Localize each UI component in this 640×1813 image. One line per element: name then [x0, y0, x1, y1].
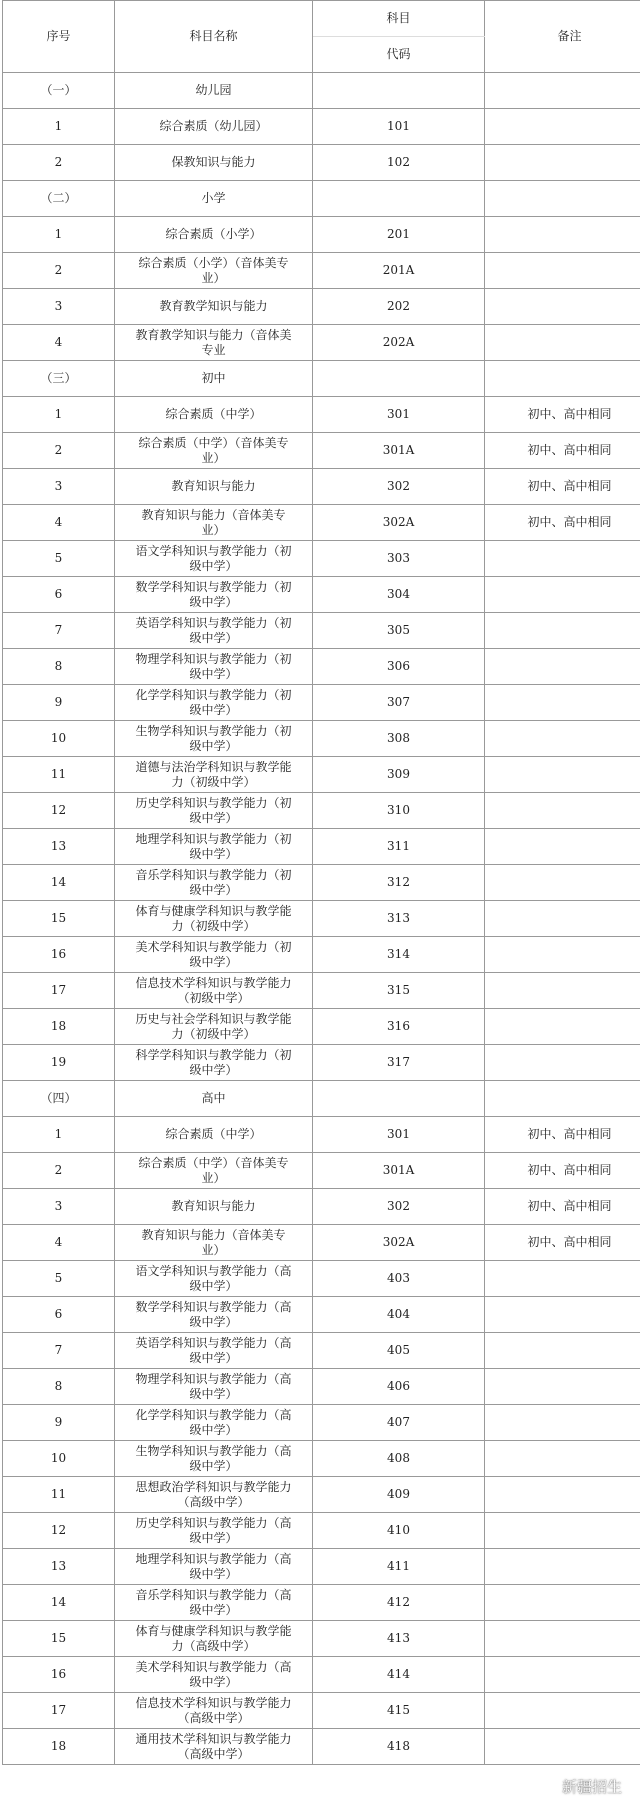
row-subject-name-text: 保教知识与能力	[171, 155, 256, 169]
row-subject-name-text: 综合素质（中学）	[165, 1127, 262, 1141]
section-row	[3, 73, 640, 109]
row-subject-name-text: 综合素质（中学）	[165, 407, 262, 421]
row-subject-name-text: 教育知识与能力（音体美专业）	[141, 507, 286, 537]
section-title: 小学	[115, 181, 313, 217]
row-index: 17	[3, 973, 115, 1009]
row-index: 11	[3, 1477, 115, 1513]
row-index: 10	[3, 1441, 115, 1477]
row-subject-name	[115, 685, 313, 721]
row-index: 9	[3, 1405, 115, 1441]
row-note	[485, 1297, 640, 1333]
row-note: 初中、高中相同	[485, 505, 640, 541]
row-note	[485, 793, 640, 829]
row-index: 7	[3, 1333, 115, 1369]
row-subject-name-text: 英语学科知识与教学能力（初级中学）	[135, 615, 292, 645]
row-note	[485, 937, 640, 973]
watermark-text: 新疆招生	[561, 1778, 622, 1796]
row-index: 18	[3, 1729, 115, 1765]
wechat-icon	[534, 1778, 556, 1796]
row-subject-name	[115, 829, 313, 865]
row-index: 1	[3, 109, 115, 145]
row-subject-code: 102	[313, 145, 485, 181]
row-note: 初中、高中相同	[485, 397, 640, 433]
row-subject-code: 305	[313, 613, 485, 649]
row-note	[485, 757, 640, 793]
table-row	[3, 469, 640, 505]
table-row	[3, 1477, 640, 1513]
row-subject-name-text: 通用技术学科知识与教学能力（高级中学）	[135, 1731, 292, 1761]
row-subject-code: 202A	[313, 325, 485, 361]
row-subject-code: 304	[313, 577, 485, 613]
row-index: 3	[3, 289, 115, 325]
row-subject-name-text: 综合素质（中学）（音体美专业）	[138, 1155, 289, 1185]
table-row	[3, 145, 640, 181]
table-row	[3, 397, 640, 433]
row-note	[485, 649, 640, 685]
row-subject-code: 302	[313, 1189, 485, 1225]
row-subject-name-text: 生物学科知识与教学能力（初级中学）	[135, 723, 292, 753]
row-subject-code: 408	[313, 1441, 485, 1477]
row-subject-name	[115, 289, 313, 325]
header-index: 序号	[3, 1, 115, 73]
row-subject-name-text: 综合素质（幼儿园）	[159, 119, 268, 133]
section-title: 初中	[115, 361, 313, 397]
subject-table	[2, 0, 640, 1765]
row-subject-code: 201	[313, 217, 485, 253]
row-index: 4	[3, 505, 115, 541]
row-subject-code: 302A	[313, 1225, 485, 1261]
row-note	[485, 1477, 640, 1513]
row-subject-name	[115, 541, 313, 577]
section-index: （一）	[3, 73, 115, 109]
row-subject-code: 302	[313, 469, 485, 505]
row-subject-code: 310	[313, 793, 485, 829]
table-row	[3, 1693, 640, 1729]
table-row	[3, 1369, 640, 1405]
row-note: 初中、高中相同	[485, 469, 640, 505]
row-subject-name	[115, 1441, 313, 1477]
row-note	[485, 1549, 640, 1585]
row-subject-name-text: 音乐学科知识与教学能力（初级中学）	[135, 867, 292, 897]
row-index: 1	[3, 217, 115, 253]
row-subject-name-text: 信息技术学科知识与教学能力（高级中学）	[135, 1695, 292, 1725]
row-index: 11	[3, 757, 115, 793]
section-code-empty	[313, 73, 485, 109]
table-row	[3, 577, 640, 613]
row-note	[485, 1585, 640, 1621]
row-subject-name	[115, 1009, 313, 1045]
row-subject-name-text: 地理学科知识与教学能力（高级中学）	[135, 1551, 292, 1581]
row-index: 16	[3, 937, 115, 973]
row-note: 初中、高中相同	[485, 1117, 640, 1153]
table-row	[3, 901, 640, 937]
row-subject-name	[115, 397, 313, 433]
row-index: 13	[3, 829, 115, 865]
row-note	[485, 1621, 640, 1657]
row-index: 12	[3, 793, 115, 829]
row-subject-code: 414	[313, 1657, 485, 1693]
row-subject-code: 301A	[313, 1153, 485, 1189]
row-subject-name-text: 历史学科知识与教学能力（初级中学）	[135, 795, 292, 825]
row-subject-name-text: 化学学科知识与教学能力（初级中学）	[135, 687, 292, 717]
row-subject-name-text: 体育与健康学科知识与教学能力（初级中学）	[135, 903, 292, 933]
row-subject-name-text: 数学学科知识与教学能力（高级中学）	[135, 1299, 292, 1329]
row-note	[485, 289, 640, 325]
row-subject-code: 301	[313, 1117, 485, 1153]
row-index: 3	[3, 1189, 115, 1225]
row-note	[485, 613, 640, 649]
section-note-empty	[485, 361, 640, 397]
table-row	[3, 1153, 640, 1189]
section-row	[3, 1081, 640, 1117]
table-row	[3, 829, 640, 865]
row-subject-name-text: 历史学科知识与教学能力（高级中学）	[135, 1515, 292, 1545]
section-code-empty	[313, 361, 485, 397]
row-note	[485, 1045, 640, 1081]
row-note	[485, 1729, 640, 1765]
row-subject-name	[115, 721, 313, 757]
row-subject-name	[115, 865, 313, 901]
row-subject-name-text: 道德与法治学科知识与教学能力（初级中学）	[135, 759, 292, 789]
row-index: 17	[3, 1693, 115, 1729]
section-code-empty	[313, 1081, 485, 1117]
row-subject-name	[115, 1297, 313, 1333]
row-subject-name-text: 数学学科知识与教学能力（初级中学）	[135, 579, 292, 609]
row-note: 初中、高中相同	[485, 433, 640, 469]
table-row	[3, 1441, 640, 1477]
row-note	[485, 1405, 640, 1441]
section-note-empty	[485, 73, 640, 109]
table-row	[3, 1513, 640, 1549]
table-row	[3, 433, 640, 469]
row-note	[485, 901, 640, 937]
row-index: 2	[3, 433, 115, 469]
row-subject-name-text: 综合素质（小学）	[165, 227, 262, 241]
row-note	[485, 973, 640, 1009]
row-index: 3	[3, 469, 115, 505]
table-row	[3, 109, 640, 145]
table-row	[3, 1045, 640, 1081]
row-subject-name	[115, 1261, 313, 1297]
row-subject-code: 407	[313, 1405, 485, 1441]
table-row	[3, 1621, 640, 1657]
row-index: 2	[3, 253, 115, 289]
row-note	[485, 541, 640, 577]
section-title: 幼儿园	[115, 73, 313, 109]
row-index: 12	[3, 1513, 115, 1549]
row-subject-code: 315	[313, 973, 485, 1009]
header-code-top: 科目	[313, 1, 485, 37]
row-subject-name-text: 语文学科知识与教学能力（高级中学）	[135, 1263, 292, 1293]
row-note: 初中、高中相同	[485, 1225, 640, 1261]
row-note	[485, 685, 640, 721]
row-subject-code: 313	[313, 901, 485, 937]
row-index: 15	[3, 901, 115, 937]
section-title: 高中	[115, 1081, 313, 1117]
row-subject-name-text: 教育知识与能力	[171, 479, 256, 493]
row-subject-code: 410	[313, 1513, 485, 1549]
row-note	[485, 721, 640, 757]
table-row	[3, 1405, 640, 1441]
row-index: 4	[3, 325, 115, 361]
subject-table-body	[3, 1, 640, 1765]
row-subject-name	[115, 1585, 313, 1621]
watermark	[534, 1776, 622, 1797]
row-subject-code: 405	[313, 1333, 485, 1369]
row-note: 初中、高中相同	[485, 1189, 640, 1225]
row-subject-name-text: 地理学科知识与教学能力（初级中学）	[135, 831, 292, 861]
row-subject-code: 101	[313, 109, 485, 145]
row-index: 7	[3, 613, 115, 649]
row-subject-name	[115, 1657, 313, 1693]
row-index: 1	[3, 397, 115, 433]
table-row	[3, 1225, 640, 1261]
row-note	[485, 829, 640, 865]
row-note	[485, 577, 640, 613]
row-subject-code: 307	[313, 685, 485, 721]
row-subject-name-text: 化学学科知识与教学能力（高级中学）	[135, 1407, 292, 1437]
row-subject-name-text: 音乐学科知识与教学能力（高级中学）	[135, 1587, 292, 1617]
row-subject-name	[115, 1621, 313, 1657]
row-note	[485, 1369, 640, 1405]
row-subject-name	[115, 469, 313, 505]
row-subject-name	[115, 1405, 313, 1441]
table-row	[3, 1117, 640, 1153]
table-row	[3, 325, 640, 361]
table-row	[3, 1549, 640, 1585]
row-subject-code: 301	[313, 397, 485, 433]
row-note	[485, 217, 640, 253]
row-index: 5	[3, 1261, 115, 1297]
row-subject-name	[115, 325, 313, 361]
table-row	[3, 1333, 640, 1369]
row-subject-code: 312	[313, 865, 485, 901]
row-subject-code: 411	[313, 1549, 485, 1585]
row-subject-name	[115, 613, 313, 649]
row-subject-name-text: 体育与健康学科知识与教学能力（高级中学）	[135, 1623, 292, 1653]
row-index: 4	[3, 1225, 115, 1261]
row-subject-code: 308	[313, 721, 485, 757]
row-subject-code: 309	[313, 757, 485, 793]
table-row	[3, 1585, 640, 1621]
section-row	[3, 361, 640, 397]
row-subject-code: 404	[313, 1297, 485, 1333]
row-subject-name-text: 生物学科知识与教学能力（高级中学）	[135, 1443, 292, 1473]
row-note	[485, 253, 640, 289]
row-subject-name-text: 信息技术学科知识与教学能力（初级中学）	[135, 975, 292, 1005]
row-subject-name-text: 物理学科知识与教学能力（高级中学）	[135, 1371, 292, 1401]
row-subject-code: 202	[313, 289, 485, 325]
row-note	[485, 1441, 640, 1477]
row-subject-name	[115, 649, 313, 685]
row-index: 2	[3, 1153, 115, 1189]
row-index: 9	[3, 685, 115, 721]
row-subject-name	[115, 937, 313, 973]
row-note	[485, 109, 640, 145]
row-index: 13	[3, 1549, 115, 1585]
table-row	[3, 541, 640, 577]
row-subject-name-text: 教育知识与能力（音体美专业）	[141, 1227, 286, 1257]
row-subject-name	[115, 1117, 313, 1153]
row-subject-name-text: 语文学科知识与教学能力（初级中学）	[135, 543, 292, 573]
row-subject-name	[115, 505, 313, 541]
row-subject-name	[115, 1729, 313, 1765]
table-row	[3, 1297, 640, 1333]
row-index: 18	[3, 1009, 115, 1045]
row-note	[485, 865, 640, 901]
table-row	[3, 865, 640, 901]
row-subject-name	[115, 217, 313, 253]
row-subject-name	[115, 1369, 313, 1405]
row-subject-code: 302A	[313, 505, 485, 541]
row-subject-code: 413	[313, 1621, 485, 1657]
table-row	[3, 721, 640, 757]
row-subject-name-text: 思想政治学科知识与教学能力（高级中学）	[135, 1479, 292, 1509]
header-note: 备注	[485, 1, 640, 73]
row-subject-name	[115, 1549, 313, 1585]
section-code-empty	[313, 181, 485, 217]
row-subject-name	[115, 1045, 313, 1081]
section-row	[3, 181, 640, 217]
row-subject-name-text: 美术学科知识与教学能力（高级中学）	[135, 1659, 292, 1689]
row-note: 初中、高中相同	[485, 1153, 640, 1189]
row-subject-code: 201A	[313, 253, 485, 289]
row-subject-code: 314	[313, 937, 485, 973]
row-note	[485, 145, 640, 181]
row-subject-name-text: 科学学科知识与教学能力（初级中学）	[135, 1047, 292, 1077]
row-note	[485, 1009, 640, 1045]
row-note	[485, 1261, 640, 1297]
header-row-top	[3, 1, 640, 37]
header-name: 科目名称	[115, 1, 313, 73]
row-subject-name-text: 英语学科知识与教学能力（高级中学）	[135, 1335, 292, 1365]
row-note	[485, 1657, 640, 1693]
row-subject-name	[115, 577, 313, 613]
row-subject-code: 403	[313, 1261, 485, 1297]
row-index: 6	[3, 577, 115, 613]
section-note-empty	[485, 1081, 640, 1117]
row-index: 19	[3, 1045, 115, 1081]
row-subject-name	[115, 253, 313, 289]
table-row	[3, 505, 640, 541]
row-index: 2	[3, 145, 115, 181]
row-subject-code: 306	[313, 649, 485, 685]
table-row	[3, 289, 640, 325]
table-row	[3, 649, 640, 685]
row-subject-name	[115, 1333, 313, 1369]
row-index: 10	[3, 721, 115, 757]
row-subject-code: 303	[313, 541, 485, 577]
row-subject-code: 317	[313, 1045, 485, 1081]
row-subject-name	[115, 757, 313, 793]
row-subject-name	[115, 1477, 313, 1513]
row-subject-name	[115, 901, 313, 937]
row-index: 5	[3, 541, 115, 577]
row-note	[485, 1333, 640, 1369]
table-row	[3, 1261, 640, 1297]
row-subject-name	[115, 1153, 313, 1189]
row-note	[485, 1513, 640, 1549]
row-index: 14	[3, 1585, 115, 1621]
row-subject-name-text: 教育知识与能力	[171, 1199, 256, 1213]
section-index: （二）	[3, 181, 115, 217]
row-subject-code: 412	[313, 1585, 485, 1621]
table-row	[3, 1657, 640, 1693]
table-row	[3, 217, 640, 253]
row-subject-code: 415	[313, 1693, 485, 1729]
table-row	[3, 973, 640, 1009]
row-index: 8	[3, 649, 115, 685]
table-row	[3, 757, 640, 793]
row-subject-code: 409	[313, 1477, 485, 1513]
row-subject-name	[115, 1189, 313, 1225]
row-note	[485, 325, 640, 361]
row-index: 15	[3, 1621, 115, 1657]
row-subject-name	[115, 433, 313, 469]
table-row	[3, 253, 640, 289]
section-index: （三）	[3, 361, 115, 397]
row-subject-code: 311	[313, 829, 485, 865]
table-row	[3, 1189, 640, 1225]
row-subject-name	[115, 1225, 313, 1261]
row-subject-name	[115, 1513, 313, 1549]
row-index: 14	[3, 865, 115, 901]
section-note-empty	[485, 181, 640, 217]
row-note	[485, 1693, 640, 1729]
row-subject-name-text: 综合素质（中学）（音体美专业）	[138, 435, 289, 465]
table-row	[3, 1729, 640, 1765]
row-index: 16	[3, 1657, 115, 1693]
row-subject-name-text: 教育教学知识与能力	[159, 299, 268, 313]
row-subject-name	[115, 793, 313, 829]
row-subject-name	[115, 109, 313, 145]
row-subject-code: 418	[313, 1729, 485, 1765]
row-subject-name-text: 教育教学知识与能力（音体美专业	[135, 327, 292, 357]
row-subject-code: 406	[313, 1369, 485, 1405]
header-code-bottom: 代码	[313, 37, 485, 73]
row-subject-name-text: 历史与社会学科知识与教学能力（初级中学）	[135, 1011, 292, 1041]
table-row	[3, 793, 640, 829]
table-row	[3, 613, 640, 649]
table-row	[3, 937, 640, 973]
row-subject-name-text: 综合素质（小学）（音体美专业）	[138, 255, 289, 285]
table-row	[3, 1009, 640, 1045]
row-subject-name	[115, 145, 313, 181]
row-subject-code: 301A	[313, 433, 485, 469]
row-subject-name	[115, 973, 313, 1009]
row-index: 6	[3, 1297, 115, 1333]
row-subject-name-text: 美术学科知识与教学能力（初级中学）	[135, 939, 292, 969]
row-subject-code: 316	[313, 1009, 485, 1045]
row-index: 8	[3, 1369, 115, 1405]
row-index: 1	[3, 1117, 115, 1153]
table-row	[3, 685, 640, 721]
row-subject-name-text: 物理学科知识与教学能力（初级中学）	[135, 651, 292, 681]
row-subject-name	[115, 1693, 313, 1729]
section-index: （四）	[3, 1081, 115, 1117]
